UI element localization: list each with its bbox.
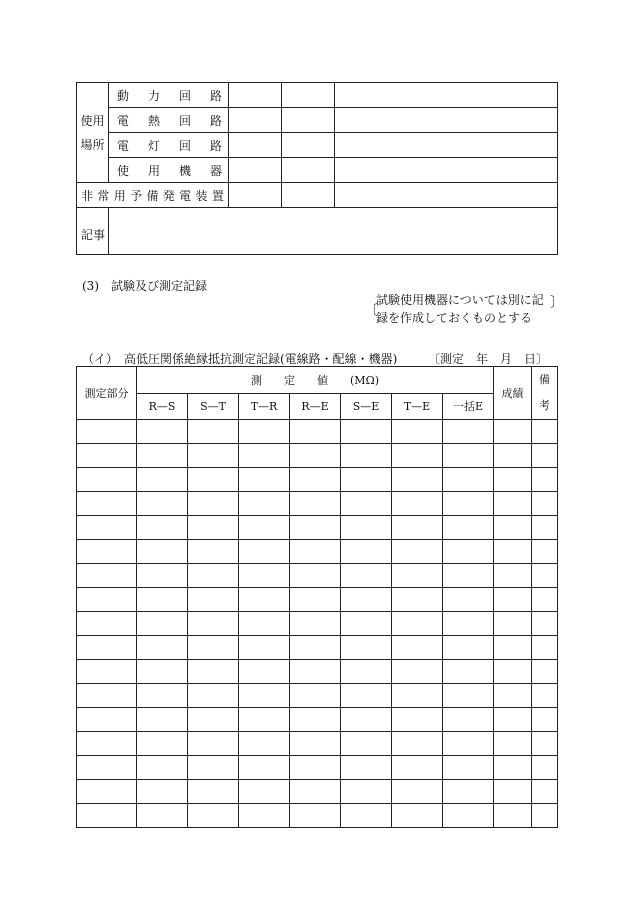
table-cell — [392, 468, 443, 492]
remarks-header-1: 備 — [539, 373, 551, 386]
remarks-cell — [109, 208, 558, 255]
table-cell — [443, 516, 494, 540]
table-cell — [392, 588, 443, 612]
table-cell — [341, 684, 392, 708]
table-cell — [532, 540, 558, 564]
table-cell — [239, 612, 290, 636]
table-cell — [77, 660, 137, 684]
table-cell — [443, 420, 494, 444]
table-cell — [443, 660, 494, 684]
table-row — [77, 83, 558, 108]
table-row — [77, 732, 558, 756]
table-cell — [77, 708, 137, 732]
table-cell — [341, 804, 392, 828]
row-label-power-circuit — [109, 83, 229, 108]
table-cell — [77, 444, 137, 468]
table-cell — [188, 564, 239, 588]
generator-label-text: 非 常 用 予 備 発 電 装 置 — [81, 188, 224, 203]
col-header-s-e: S—E — [341, 393, 392, 420]
table-cell — [239, 444, 290, 468]
value-header: 測 定 値 (MΩ) — [137, 367, 494, 394]
note-line-2: 録を作成しておくものとする — [376, 311, 533, 325]
table-cell — [443, 780, 494, 804]
col-header-t-r: T—R — [239, 393, 290, 420]
remarks-header — [532, 367, 558, 420]
remarks-header-2: 考 — [539, 399, 551, 412]
table-cell — [77, 540, 137, 564]
table-cell — [77, 468, 137, 492]
table-row — [77, 158, 558, 183]
table-row — [77, 540, 558, 564]
note-bracket-open: 〔 — [364, 303, 378, 319]
table-cell — [282, 108, 335, 133]
row-label-text: 電 灯 回 路 — [117, 138, 222, 153]
table-cell — [188, 540, 239, 564]
table-cell — [239, 636, 290, 660]
table-cell — [443, 564, 494, 588]
table-row — [77, 612, 558, 636]
table-cell — [341, 420, 392, 444]
table-cell — [188, 780, 239, 804]
remarks-label: 記事 — [77, 208, 109, 255]
table-cell — [239, 684, 290, 708]
table-cell — [290, 612, 341, 636]
table-cell — [137, 444, 188, 468]
table-cell — [188, 444, 239, 468]
table-cell — [239, 564, 290, 588]
table-row — [77, 420, 558, 444]
table-cell — [77, 516, 137, 540]
table-cell — [392, 564, 443, 588]
table-cell — [532, 756, 558, 780]
table-cell — [341, 516, 392, 540]
table-row — [77, 660, 558, 684]
table-cell — [229, 133, 282, 158]
table-cell — [137, 684, 188, 708]
table-cell — [77, 804, 137, 828]
section-title: (3) 試験及び測定記録 — [82, 279, 207, 293]
table-cell — [392, 540, 443, 564]
table-row — [77, 108, 558, 133]
table-cell — [494, 468, 532, 492]
table-cell — [494, 564, 532, 588]
table-cell — [341, 492, 392, 516]
table-cell — [494, 732, 532, 756]
table-cell — [335, 158, 558, 183]
col-header-s-t: S—T — [188, 393, 239, 420]
table-cell — [239, 756, 290, 780]
table-cell — [494, 636, 532, 660]
table-cell — [392, 492, 443, 516]
row-label-equipment — [109, 158, 229, 183]
table-cell — [494, 660, 532, 684]
note-bracket-close: 〕 — [550, 295, 564, 311]
row-label-text: 使 用 機 器 — [117, 163, 222, 178]
insulation-resistance-table — [76, 366, 558, 828]
table-cell — [239, 708, 290, 732]
table-cell — [290, 636, 341, 660]
table-cell — [77, 612, 137, 636]
table-row — [77, 492, 558, 516]
table-cell — [137, 564, 188, 588]
table-cell — [494, 708, 532, 732]
usage-label-line2: 場所 — [80, 137, 105, 152]
table-cell — [392, 636, 443, 660]
table-cell — [239, 804, 290, 828]
table-row — [77, 133, 558, 158]
table-cell — [239, 420, 290, 444]
table-cell — [290, 516, 341, 540]
usage-location-table — [76, 82, 558, 255]
table-cell — [290, 492, 341, 516]
table-row — [77, 708, 558, 732]
table-cell — [335, 108, 558, 133]
col-header-r-e: R—E — [290, 393, 341, 420]
table-row — [77, 468, 558, 492]
table-cell — [282, 158, 335, 183]
header-row — [77, 367, 558, 394]
table-cell — [137, 588, 188, 612]
table-cell — [137, 516, 188, 540]
table-cell — [290, 420, 341, 444]
table-cell — [494, 540, 532, 564]
table-cell — [443, 732, 494, 756]
table-cell — [188, 516, 239, 540]
table-cell — [341, 756, 392, 780]
table-cell — [137, 708, 188, 732]
table-cell — [77, 636, 137, 660]
table-cell — [532, 732, 558, 756]
row-label-heat-circuit — [109, 108, 229, 133]
table-cell — [137, 780, 188, 804]
table-cell — [282, 133, 335, 158]
grade-header: 成績 — [494, 367, 532, 420]
table-cell — [443, 612, 494, 636]
table-cell — [188, 636, 239, 660]
table-cell — [290, 780, 341, 804]
table-cell — [229, 83, 282, 108]
table-cell — [290, 468, 341, 492]
table-cell — [239, 468, 290, 492]
col-header-t-e: T—E — [392, 393, 443, 420]
table-row — [77, 183, 558, 208]
table-row — [77, 564, 558, 588]
table-cell — [341, 660, 392, 684]
table-cell — [188, 684, 239, 708]
table-cell — [188, 660, 239, 684]
table-row — [77, 756, 558, 780]
table-cell — [392, 780, 443, 804]
table-cell — [443, 468, 494, 492]
table-cell — [341, 708, 392, 732]
table-cell — [137, 732, 188, 756]
table-cell — [137, 540, 188, 564]
table-cell — [137, 660, 188, 684]
table-cell — [494, 612, 532, 636]
table-cell — [494, 516, 532, 540]
part-header: 測定部分 — [77, 367, 137, 420]
table-cell — [532, 612, 558, 636]
table-cell — [229, 183, 282, 208]
table-cell — [188, 804, 239, 828]
table-cell — [335, 183, 558, 208]
table-row — [77, 208, 558, 255]
table-row — [77, 636, 558, 660]
row-label-text: 電 熱 回 路 — [117, 113, 222, 128]
generator-label — [77, 183, 229, 208]
table-cell — [290, 660, 341, 684]
table-cell — [341, 612, 392, 636]
table-cell — [290, 708, 341, 732]
table-cell — [392, 420, 443, 444]
table-cell — [290, 804, 341, 828]
table-cell — [494, 756, 532, 780]
table-cell — [137, 468, 188, 492]
table-cell — [532, 708, 558, 732]
table-cell — [239, 516, 290, 540]
table-cell — [443, 492, 494, 516]
table-cell — [341, 444, 392, 468]
table-cell — [443, 804, 494, 828]
table-cell — [532, 804, 558, 828]
table-cell — [77, 588, 137, 612]
table-cell — [532, 660, 558, 684]
table-cell — [341, 564, 392, 588]
table-cell — [137, 612, 188, 636]
table-cell — [188, 420, 239, 444]
table-cell — [77, 684, 137, 708]
note-line-1: 試験使用機器については別に記 — [376, 293, 544, 307]
table-cell — [341, 780, 392, 804]
table-row — [77, 780, 558, 804]
instrument-note — [364, 291, 564, 327]
col-header-all-e: 一括E — [443, 393, 494, 420]
col-header-r-s: R—S — [137, 393, 188, 420]
table-cell — [532, 468, 558, 492]
table-row — [77, 804, 558, 828]
table-cell — [137, 492, 188, 516]
table-cell — [188, 468, 239, 492]
table-cell — [494, 684, 532, 708]
table-cell — [392, 804, 443, 828]
table-cell — [494, 444, 532, 468]
table-cell — [77, 564, 137, 588]
table-row — [77, 588, 558, 612]
table-cell — [532, 564, 558, 588]
table-cell — [392, 732, 443, 756]
table-cell — [290, 684, 341, 708]
table-cell — [532, 684, 558, 708]
table-cell — [335, 83, 558, 108]
table-cell — [341, 588, 392, 612]
table-cell — [188, 708, 239, 732]
table-cell — [532, 516, 558, 540]
table-cell — [137, 420, 188, 444]
table-cell — [290, 588, 341, 612]
table-cell — [341, 468, 392, 492]
table-cell — [443, 708, 494, 732]
table-cell — [532, 492, 558, 516]
table-cell — [392, 444, 443, 468]
table-cell — [392, 516, 443, 540]
table-cell — [494, 780, 532, 804]
table-cell — [290, 732, 341, 756]
subheader-row — [77, 393, 558, 420]
table-cell — [494, 420, 532, 444]
table-row — [77, 444, 558, 468]
table-cell — [335, 133, 558, 158]
table-cell — [392, 612, 443, 636]
table-cell — [239, 732, 290, 756]
table-cell — [392, 708, 443, 732]
table-cell — [341, 636, 392, 660]
measurement-date: 〔測定 年 月 日〕 — [428, 352, 549, 366]
subtitle-text: （イ） 高低圧関係絶縁抵抗測定記録(電線路・配線・機器) — [82, 352, 398, 366]
table-cell — [443, 684, 494, 708]
record-subtitle — [82, 350, 562, 367]
table-cell — [494, 588, 532, 612]
table-cell — [290, 540, 341, 564]
table-cell — [532, 588, 558, 612]
row-label-text: 動 力 回 路 — [117, 88, 222, 103]
table-cell — [239, 588, 290, 612]
table-cell — [137, 636, 188, 660]
table-cell — [77, 492, 137, 516]
table-cell — [137, 756, 188, 780]
table-cell — [77, 732, 137, 756]
table-cell — [341, 540, 392, 564]
table-cell — [77, 780, 137, 804]
table-cell — [282, 83, 335, 108]
table-cell — [443, 444, 494, 468]
table-cell — [443, 636, 494, 660]
table-cell — [188, 756, 239, 780]
table-cell — [341, 732, 392, 756]
table-cell — [443, 756, 494, 780]
table-cell — [290, 564, 341, 588]
table-cell — [532, 444, 558, 468]
table-cell — [188, 588, 239, 612]
table-cell — [239, 492, 290, 516]
table-cell — [443, 588, 494, 612]
table-cell — [494, 492, 532, 516]
table-cell — [188, 732, 239, 756]
row-label-light-circuit — [109, 133, 229, 158]
table-cell — [532, 420, 558, 444]
table-cell — [77, 420, 137, 444]
table-cell — [137, 804, 188, 828]
table-cell — [282, 183, 335, 208]
table-cell — [443, 540, 494, 564]
table-cell — [290, 756, 341, 780]
usage-label-line1: 使用 — [80, 113, 105, 128]
table-cell — [392, 684, 443, 708]
table-row — [77, 516, 558, 540]
table-cell — [229, 158, 282, 183]
table-cell — [188, 492, 239, 516]
table-cell — [392, 756, 443, 780]
table-cell — [494, 804, 532, 828]
table-cell — [229, 108, 282, 133]
table-cell — [239, 540, 290, 564]
table-cell — [77, 756, 137, 780]
usage-location-label — [77, 83, 109, 183]
table-cell — [532, 636, 558, 660]
table-cell — [188, 612, 239, 636]
table-cell — [532, 780, 558, 804]
measure-body — [77, 420, 558, 828]
table-cell — [392, 660, 443, 684]
table-cell — [239, 780, 290, 804]
table-cell — [239, 660, 290, 684]
table-cell — [290, 444, 341, 468]
table-row — [77, 684, 558, 708]
